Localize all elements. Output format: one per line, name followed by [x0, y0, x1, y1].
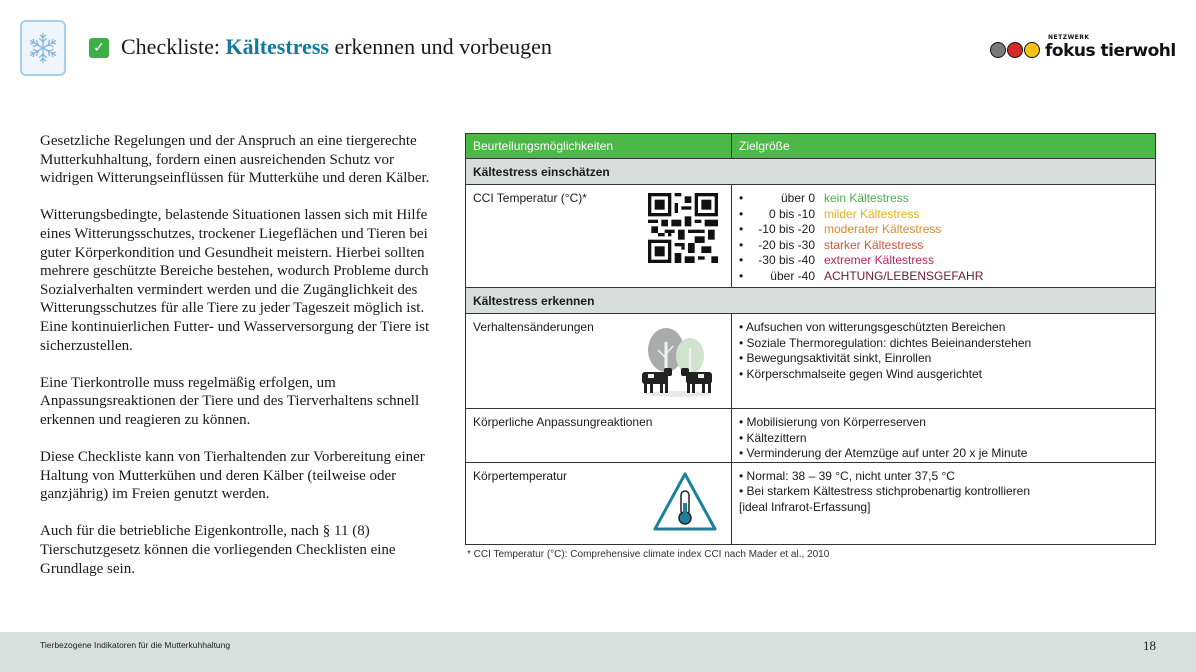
cci-range: über -40: [770, 268, 815, 283]
page-number: 18: [1143, 638, 1156, 653]
cci-label: kein Kältestress: [824, 191, 909, 205]
logo-brand: fokus tierwohl: [1045, 41, 1176, 61]
checklist-table: [465, 133, 1156, 545]
logo-wordmark: [1045, 34, 1176, 60]
section-title: Kältestress erkennen: [466, 288, 1156, 314]
table-row: [466, 314, 1156, 409]
row-label-cell: [466, 185, 732, 288]
column-header: Beurteilungsmöglichkeiten: [466, 134, 732, 159]
row-value-cell: [732, 409, 1156, 463]
table-row: [466, 409, 1156, 463]
checkmark-icon: ✓: [89, 38, 109, 58]
footer-text: Tierbezogene Indikatoren für die Mutterkuhhaltung: [40, 640, 231, 650]
cci-level-list: [739, 185, 1148, 285]
page-footer: [0, 632, 1196, 672]
row-label-cell: [466, 462, 732, 544]
indicator-list: [739, 409, 1148, 462]
intro-paragraph: Eine Tierkontrolle muss regelmäßig erfolgen, um Anpassungsreaktionen der Tiere und des Tierverhaltens schnell erkennen und reagieren zu können.: [40, 374, 420, 428]
section-row: [466, 159, 1156, 185]
cci-level: • über 0 kein Kältestress: [739, 191, 909, 205]
list-item: • Verminderung der Atemzüge auf unter 20 x je Minute: [739, 446, 1148, 462]
list-item: • Körperschmalseite gegen Wind ausgerichtet: [739, 367, 1148, 383]
cci-range: 0 bis -10: [768, 206, 815, 221]
row-label-cell: [466, 409, 732, 463]
row-label: Körperliche Anpassungreaktionen: [473, 415, 653, 429]
qr-code-icon[interactable]: [648, 193, 718, 263]
page-title: [121, 34, 552, 60]
list-item: • Soziale Thermoregulation: dichtes Beieinanderstehen: [739, 336, 1148, 352]
title-accent: Kältestress: [225, 34, 329, 59]
intro-text: [40, 132, 445, 597]
list-item: • Bei starkem Kältestress stichprobenartig kontrollieren [ideal Infrarot-Erfassung]: [739, 484, 1059, 515]
cci-level: • -10 bis -20 moderater Kältestress: [739, 222, 942, 237]
table-header-row: [466, 134, 1156, 159]
thermometer-warning-icon: [652, 471, 718, 533]
intro-paragraph: Diese Checkliste kann von Tierhaltenden zur Vorbereitung einer Haltung von Mutterkühen und deren Kälber (teilweise oder ganzjährig) im Freien genutzt werden.: [40, 449, 425, 503]
section-row: [466, 288, 1156, 314]
row-value-cell: [732, 185, 1156, 288]
table-row: [466, 462, 1156, 544]
cci-label: ACHTUNG/LEBENSGEFAHR: [824, 268, 984, 283]
section-title: Kältestress einschätzen: [466, 159, 1156, 185]
cci-label: starker Kältestress: [824, 237, 924, 252]
intro-paragraph: Witterungsbedingte, belastende Situationen lassen sich mit Hilfe eines Witterungsschutzes, trockener Liegeflächen und Tieren bei guter Körperkondition und Gesundheit meistern. Hierbei sollten mehrere geschützte Bereiche bestehen, wodurch Probleme durch Sozialverhalten vermindert werden und die Zugänglichkeit des Witterungsschutzes für alle Tiere zu jeder Tageszeit möglich ist. Eine kontinuierlichen Futter- und Wasserversorgung der Tiere ist sicherzustellen.: [40, 207, 430, 354]
title-suffix: erkennen und vorbeugen: [328, 34, 552, 59]
cci-range: über 0: [780, 191, 815, 205]
row-value-cell: [732, 314, 1156, 409]
fokus-tierwohl-logo: [990, 34, 1176, 60]
cci-level: • über -40 ACHTUNG/LEBENSGEFAHR: [739, 268, 984, 283]
table-row: [466, 185, 1156, 288]
row-label: Verhaltensänderungen: [473, 320, 594, 334]
logo-netzwerk: NETZWERK: [1048, 34, 1090, 41]
indicator-list: [739, 314, 1148, 382]
snowflake-badge: [20, 20, 66, 76]
cci-label: moderater Kältestress: [824, 222, 942, 237]
column-header: Zielgröße: [732, 134, 1156, 159]
row-label: CCI Temperatur (°C)*: [473, 191, 587, 205]
list-item: • Aufsuchen von witterungsgeschützten Bereichen: [739, 320, 1148, 336]
title-prefix: Checkliste:: [121, 34, 226, 59]
row-label-cell: [466, 314, 732, 409]
cci-level: • -30 bis -40 extremer Kältestress: [739, 253, 935, 268]
snowflake-icon: [26, 28, 60, 68]
cci-level: • -20 bis -30 starker Kältestress: [739, 237, 924, 252]
indicator-list: [739, 463, 1059, 516]
intro-paragraph: Auch für die betriebliche Eigenkontrolle, nach § 11 (8) Tierschutzgesetz können die vorliegenden Checklisten eine Grundlage sein.: [40, 523, 396, 577]
cows-trees-icon: [638, 322, 718, 398]
cci-range: -20 bis -30: [758, 237, 815, 252]
row-label: Körpertemperatur: [473, 468, 568, 483]
cci-label: extremer Kältestress: [824, 253, 935, 268]
cci-level: • 0 bis -10 milder Kältestress: [739, 206, 920, 221]
cci-range: -30 bis -40: [758, 253, 815, 268]
cci-label: milder Kältestress: [824, 206, 920, 221]
list-item: • Normal: 38 – 39 °C, nicht unter 37,5 °C: [739, 469, 1059, 485]
list-item: • Mobilisierung von Körperreserven: [739, 415, 1148, 431]
list-item: • Bewegungsaktivität sinkt, Einrollen: [739, 351, 1148, 367]
logo-mascots-icon: [990, 42, 1041, 58]
intro-paragraph: Gesetzliche Regelungen und der Anspruch an eine tiergerechte Mutterkuhhaltung, fordern einen ausreichenden Schutz vor widrigen Witterungseinflüssen für Mutterkühe und deren Kälber.: [40, 133, 430, 187]
row-value-cell: [732, 462, 1156, 544]
cci-range: -10 bis -20: [758, 222, 815, 237]
list-item: • Kältezittern: [739, 431, 1148, 447]
table-footnote: * CCI Temperatur (°C): Comprehensive climate index CCI nach Mader et al., 2010: [467, 549, 830, 560]
